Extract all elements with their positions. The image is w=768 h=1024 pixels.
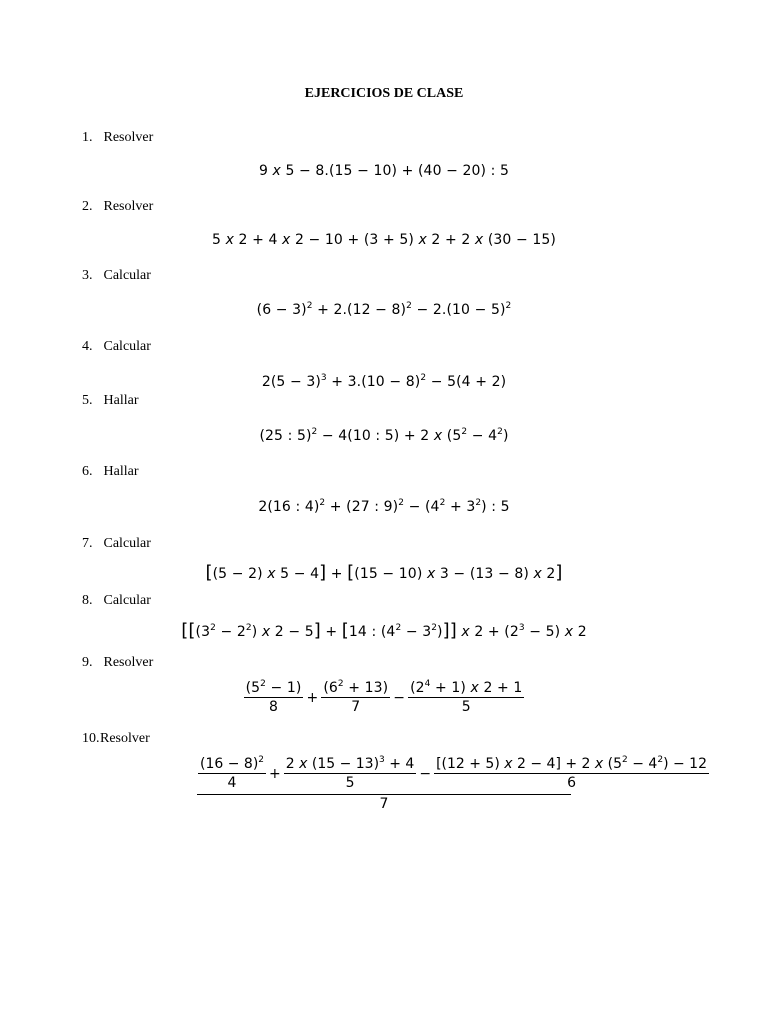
exercise-1-label: 1. Resolver [82, 130, 154, 145]
exercise-7-label: 7. Calcular [82, 536, 151, 551]
formula-1: 9 x 5 − 8.(15 − 10) + (40 − 20) : 5 [258, 163, 510, 179]
formula-2: 5 x 2 + 4 x 2 − 10 + (3 + 5) x 2 + 2 x (30 − 15) [212, 232, 556, 248]
formula-9: $\frac{(5^2 - 1)}{8}$ + $\frac{(6^2 + 13)}{7}$ − $\frac{(2^4 + 1) x 2 + 1}{5}$ [245, 679, 523, 715]
fraction-9c: $\frac{(2^4 + 1) x 2 + 1}{5}$ [410, 679, 523, 715]
formula-6: 2(16 : 4)$^2$ + (27 : $9)^2 - (4^2 + 3^2)$ : 5 [258, 498, 510, 515]
exercise-4-label: 4. Calcular [82, 339, 151, 354]
formula-5: (25 : 5)$^2$ − 4(10 : 5) + 2 x $(5^2 - 4^2)$ [259, 427, 509, 444]
formula-7: [(5 − 2) x 5 − 4] + [(15 − 10) x 3 − (13 − 8) x 2] [205, 562, 563, 583]
exercise-10-label: 10.Resolver [82, 731, 150, 746]
exercise-5-label: 5. Hallar [82, 393, 139, 408]
formula-10: $\frac{(16 - 8)^2}{4}$ + $\frac{2 x (15 - 13)^3 + 4}{5}$ − $\frac{[(12 + 5) x 2 - 4] + 2 x (5^2 - 4^2) - 12}{6}$ 7 [197, 756, 571, 812]
exercise-9-label: 9. Resolver [82, 655, 154, 670]
fraction-9b: $\frac{(6^2 + 13)}{7}$ [323, 679, 389, 715]
exercise-3-label: 3. Calcular [82, 268, 151, 283]
exercise-2-label: 2. Resolver [82, 199, 154, 214]
exercise-6-label: 6. Hallar [82, 464, 139, 479]
page-title: EJERCICIOS DE CLASE [304, 86, 464, 101]
main-denominator: 7 [379, 796, 389, 812]
exercise-8-label: 8. Calcular [82, 593, 151, 608]
formula-4: $2(5 - 3)^3 + 3.(10 - 8)^2 - 5(4 + 2)$ [261, 373, 507, 390]
formula-3: $(6 - 3)^2 + 2.(12 - 8)^2 - 2.(10 - 5)^2$ [256, 301, 512, 318]
formula-8: [[$(3^2 - 2^2)$ x 2 − 5] + [14 : $(4^2 - 3^2)$]] x $2 + (2^3 - 5)$ x 2 [181, 620, 587, 641]
fraction-10b: $\frac{2 x (15 - 13)^3 + 4}{5}$ [285, 755, 415, 791]
fraction-10a: $\frac{(16 - 8)^2}{4}$ [200, 755, 265, 791]
fraction-10c: $\frac{[(12 + 5) x 2 - 4] + 2 x (5^2 - 4^2) - 12}{6}$ [436, 755, 707, 791]
fraction-9a: $\frac{(5^2 - 1)}{8}$ [245, 679, 302, 715]
